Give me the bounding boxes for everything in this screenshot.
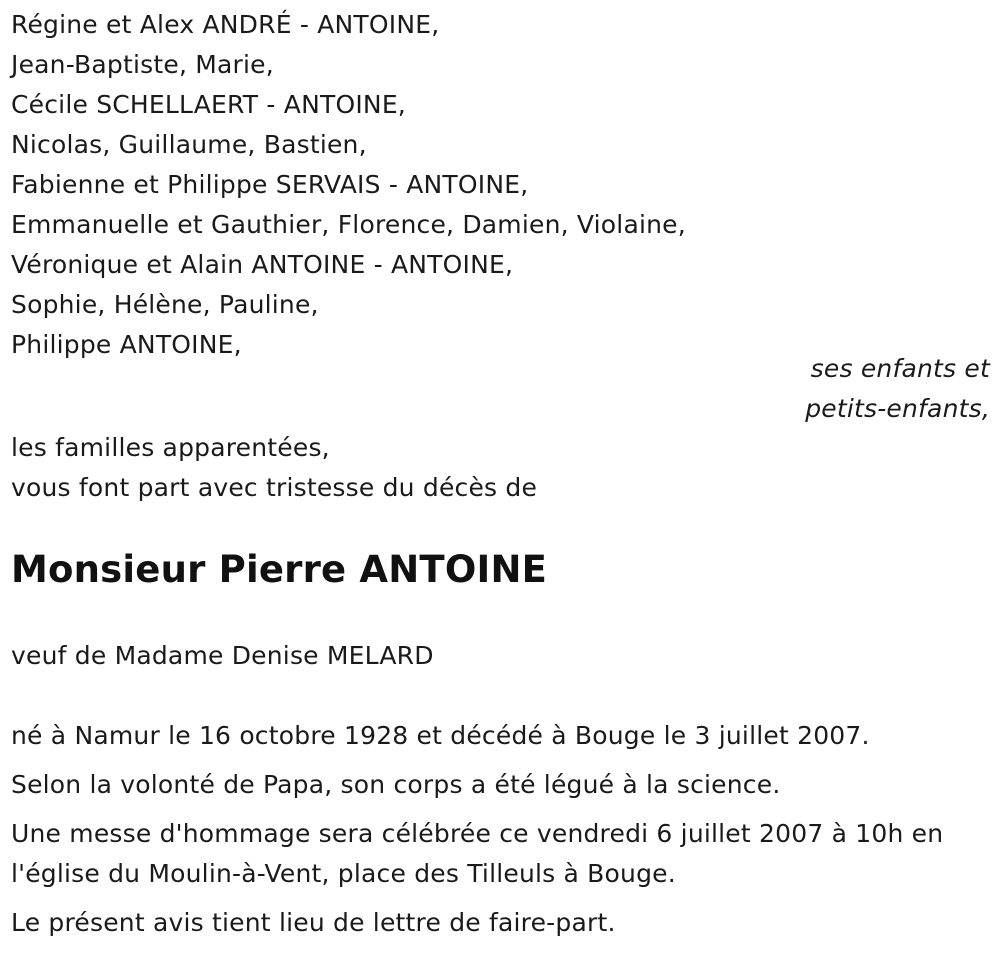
family-line: Sophie, Hélène, Pauline,: [11, 290, 319, 319]
relation-line: ses enfants et: [810, 354, 990, 383]
details-line: l'église du Moulin-à-Vent, place des Tilleuls à Bouge.: [11, 859, 676, 888]
family-line: Fabienne et Philippe SERVAIS - ANTOINE,: [11, 170, 529, 199]
deceased-name: Monsieur Pierre ANTOINE: [11, 548, 548, 591]
family-line: Cécile SCHELLAERT - ANTOINE,: [11, 90, 406, 119]
spouse-line: veuf de Madame Denise MELARD: [11, 641, 434, 670]
family-line: Philippe ANTOINE,: [11, 330, 242, 359]
details-line: né à Namur le 16 octobre 1928 et décédé à Bouge le 3 juillet 2007.: [11, 721, 870, 750]
details-line: Le présent avis tient lieu de lettre de faire-part.: [11, 908, 616, 937]
family-line: Emmanuelle et Gauthier, Florence, Damien, Violaine,: [11, 210, 686, 239]
family-line: Nicolas, Guillaume, Bastien,: [11, 130, 367, 159]
relation-line: petits-enfants,: [805, 394, 990, 423]
announcement-line: les familles apparentées,: [11, 433, 330, 462]
family-line: Régine et Alex ANDRÉ - ANTOINE,: [11, 10, 440, 39]
family-line: Jean-Baptiste, Marie,: [11, 50, 274, 79]
details-line: Selon la volonté de Papa, son corps a été légué à la science.: [11, 770, 781, 799]
family-line: Véronique et Alain ANTOINE - ANTOINE,: [11, 250, 514, 279]
details-line: Une messe d'hommage sera célébrée ce vendredi 6 juillet 2007 à 10h en: [11, 819, 944, 848]
announcement-line: vous font part avec tristesse du décès de: [11, 473, 538, 502]
